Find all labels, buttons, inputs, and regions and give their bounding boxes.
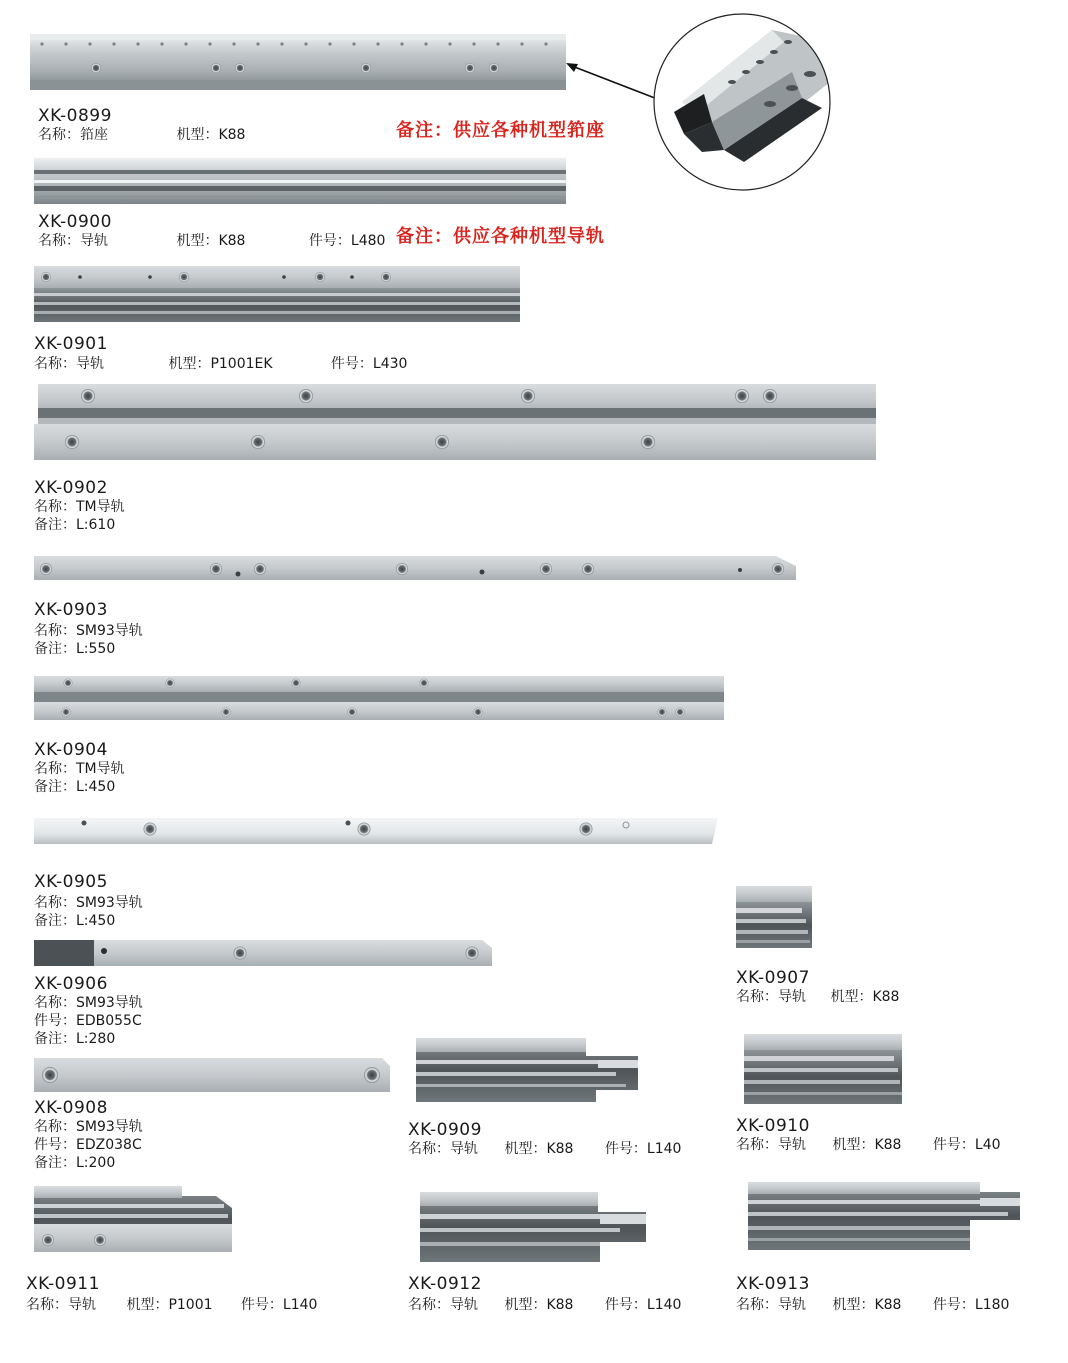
label-note: 备注：: [34, 641, 76, 657]
product-name: 导轨: [68, 1297, 96, 1313]
product-remark: [34, 516, 115, 534]
label-name: 名称：: [34, 895, 76, 911]
product-meta: [736, 1296, 1009, 1314]
product-name: TM导轨: [76, 761, 125, 777]
product-part-number: L40: [974, 1137, 1001, 1153]
product-code: XK-0913: [736, 1274, 810, 1294]
label-note: 备注：: [34, 913, 76, 929]
product-part-number: L140: [282, 1297, 318, 1313]
product-part-number: L180: [974, 1297, 1010, 1313]
product-remark: [34, 1030, 115, 1048]
product-photo-xk0908: [34, 1056, 390, 1094]
product-length: L:450: [76, 779, 116, 795]
label-name: 名称：: [38, 233, 80, 249]
product-remark: [34, 1154, 115, 1172]
product-code: XK-0902: [34, 478, 108, 498]
label-name: 名称：: [34, 499, 76, 515]
product-photo-xk0900: [34, 158, 566, 204]
product-name: 导轨: [76, 356, 104, 372]
label-model: 机型：: [176, 127, 219, 143]
product-name: 筘座: [80, 127, 108, 143]
product-photo-xk0913: [748, 1182, 1020, 1250]
product-photo-xk0911: [34, 1186, 232, 1254]
product-photo-xk0906: [34, 938, 492, 968]
product-photo-xk0905: [34, 816, 718, 846]
product-name: 导轨: [778, 1297, 806, 1313]
product-photo-xk0909: [416, 1034, 638, 1102]
product-name: SM93导轨: [76, 623, 143, 639]
label-name: 名称：: [34, 995, 76, 1011]
product-meta: [26, 1296, 317, 1314]
product-name: SM93导轨: [76, 995, 143, 1011]
label-partno: 件号：: [240, 1297, 283, 1313]
product-photo-xk0907: [736, 886, 812, 948]
product-part-number: L430: [372, 356, 408, 372]
label-partno: 件号：: [932, 1297, 975, 1313]
product-meta: [736, 1136, 1001, 1154]
label-model: 机型：: [830, 989, 873, 1005]
product-meta: [34, 994, 143, 1012]
supply-note: 备注：供应各种机型导轨: [396, 226, 605, 247]
product-photo-xk0899: [30, 30, 566, 92]
product-meta: [38, 126, 245, 144]
supply-note: 备注：供应各种机型筘座: [396, 120, 605, 141]
product-meta: [736, 988, 899, 1006]
label-name: 名称：: [34, 1119, 76, 1135]
label-note: 备注：: [34, 517, 76, 533]
product-part-number: L480: [350, 233, 386, 249]
label-name: 名称：: [736, 1137, 778, 1153]
product-remark: [34, 778, 115, 796]
product-code: XK-0903: [34, 600, 108, 620]
product-photo-xk0912: [420, 1190, 646, 1264]
product-name: 导轨: [778, 989, 806, 1005]
product-code: XK-0899: [38, 106, 112, 126]
label-model: 机型：: [504, 1297, 547, 1313]
product-model: K88: [874, 1137, 902, 1153]
product-length: L:200: [76, 1155, 116, 1171]
label-name: 名称：: [736, 989, 778, 1005]
label-partno: 件号：: [604, 1297, 647, 1313]
product-meta: [34, 622, 143, 640]
label-partno: 件号：: [308, 233, 351, 249]
product-code: XK-0907: [736, 968, 810, 988]
label-name: 名称：: [408, 1297, 450, 1313]
product-remark: [34, 640, 115, 658]
product-meta: [34, 1118, 143, 1136]
product-meta: [408, 1140, 681, 1158]
product-meta: [408, 1296, 681, 1314]
label-name: 名称：: [38, 127, 80, 143]
product-part-number: EDB055C: [76, 1013, 142, 1029]
label-name: 名称：: [26, 1297, 68, 1313]
product-code: XK-0909: [408, 1120, 482, 1140]
label-model: 机型：: [832, 1297, 875, 1313]
product-name: 导轨: [80, 233, 108, 249]
product-length: L:610: [76, 517, 116, 533]
label-note: 备注：: [34, 1031, 76, 1047]
product-meta: [34, 355, 407, 373]
label-note: 备注：: [34, 779, 76, 795]
label-model: 机型：: [504, 1141, 547, 1157]
product-model: P1001EK: [210, 356, 273, 372]
product-photo-xk0904: [34, 676, 724, 720]
product-part: [34, 1136, 142, 1154]
product-name: SM93导轨: [76, 1119, 143, 1135]
label-partno: 件号：: [330, 356, 373, 372]
label-partno: 件号：: [34, 1013, 76, 1029]
product-model: K88: [546, 1297, 574, 1313]
product-code: XK-0910: [736, 1116, 810, 1136]
product-name: SM93导轨: [76, 895, 143, 911]
product-model: P1001: [168, 1297, 213, 1313]
product-meta: [34, 498, 125, 516]
product-photo-xk0902: [34, 380, 876, 462]
product-length: L:280: [76, 1031, 116, 1047]
product-name: 导轨: [778, 1137, 806, 1153]
product-model: K88: [218, 233, 246, 249]
product-code: XK-0901: [34, 334, 108, 354]
label-partno: 件号：: [604, 1141, 647, 1157]
product-photo-xk0901: [34, 266, 520, 322]
label-name: 名称：: [34, 623, 76, 639]
product-meta: [38, 232, 385, 250]
label-model: 机型：: [126, 1297, 169, 1313]
product-code: XK-0900: [38, 212, 112, 232]
product-name: 导轨: [450, 1141, 478, 1157]
product-part-number: L140: [646, 1297, 682, 1313]
label-note: 备注：: [34, 1155, 76, 1171]
product-meta: [34, 760, 125, 778]
label-model: 机型：: [176, 233, 219, 249]
product-part-number: EDZ038C: [76, 1137, 142, 1153]
label-name: 名称：: [34, 761, 76, 777]
product-code: XK-0911: [26, 1274, 100, 1294]
label-partno: 件号：: [932, 1137, 975, 1153]
label-model: 机型：: [168, 356, 211, 372]
product-photo-xk0903: [34, 554, 796, 582]
product-model: K88: [546, 1141, 574, 1157]
product-length: L:450: [76, 913, 116, 929]
product-model: K88: [874, 1297, 902, 1313]
label-name: 名称：: [34, 356, 76, 372]
product-code: XK-0912: [408, 1274, 482, 1294]
product-model: K88: [218, 127, 246, 143]
label-partno: 件号：: [34, 1137, 76, 1153]
product-part-number: L140: [646, 1141, 682, 1157]
product-remark: [34, 912, 115, 930]
product-code: XK-0908: [34, 1098, 108, 1118]
product-code: XK-0905: [34, 872, 108, 892]
product-code: XK-0906: [34, 974, 108, 994]
zoom-detail-xk0899: [652, 12, 832, 192]
product-code: XK-0904: [34, 740, 108, 760]
product-name: TM导轨: [76, 499, 125, 515]
pointer-arrow-icon: [562, 58, 662, 102]
product-length: L:550: [76, 641, 116, 657]
product-part: [34, 1012, 142, 1030]
product-name: 导轨: [450, 1297, 478, 1313]
label-name: 名称：: [408, 1141, 450, 1157]
label-model: 机型：: [832, 1137, 875, 1153]
product-meta: [34, 894, 143, 912]
product-photo-xk0910: [744, 1034, 902, 1104]
product-model: K88: [872, 989, 900, 1005]
label-name: 名称：: [736, 1297, 778, 1313]
